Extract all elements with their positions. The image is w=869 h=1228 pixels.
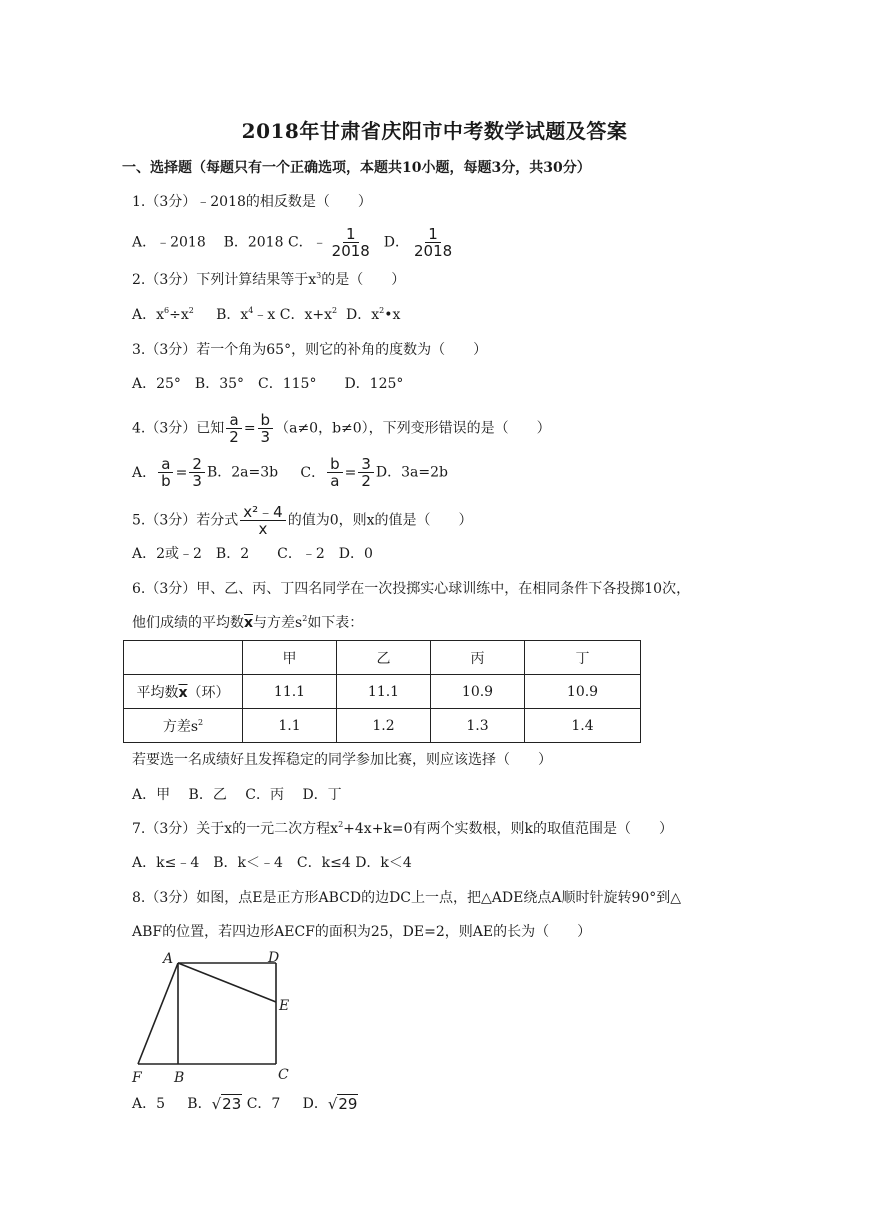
q2-option-d: D．$x^2•x$ [345,306,401,323]
label-d: D [268,950,280,966]
q1-fraction-d: $\frac{1}{2018}$ [413,225,453,260]
q8-option-a: A．5 [132,1096,166,1112]
table-header-row [124,641,641,675]
question-6-followup: 若要选一名成绩好且发挥稳定的同学参加比赛，则应该选择（ ） [132,752,552,768]
q4-option-b: B．2a=3b [206,464,279,481]
question-3-options: A．25° B．35° C．115° D．125° [132,376,404,392]
label-a: A [163,951,174,967]
table-cell: 1.3 [431,709,525,743]
table-header-cell: 甲 [243,641,337,675]
question-2-options [132,305,400,325]
score-table [123,640,641,743]
table-cell: 11.1 [337,675,431,709]
q4-option-c: C． $\frac{b}{a}$ = $\frac{3}{2}$ [300,465,376,481]
table-cell: 1.4 [525,709,641,743]
question-4-stem: 4.（3分）已知 $\frac{a}{2}$ = $\frac{b}{3}$ （a≠0，b≠0），下列变形错误的是（ ） [132,411,551,446]
question-8-line1: 8.（3分）如图，点E是正方形ABCD的边DC上一点，把△ADE绕点A顺时针旋转90°到△ [132,890,682,906]
question-3-stem: 3.（3分）若一个角为65°，则它的补角的度数为（ ） [132,342,488,358]
q8-sqrt-23: √23 [211,1095,242,1113]
table-cell: 10.9 [431,675,525,709]
segment-af [138,963,178,1064]
q8-option-d: D． [302,1096,328,1112]
table-cell: 10.9 [525,675,641,709]
table-cell: 1.1 [243,709,337,743]
segment-ae [178,963,276,1002]
q1-fraction-c: $\frac{1}{2018}$ [331,225,370,260]
question-4-options [132,456,448,489]
q4-option-d: D．3a=2b [375,464,448,481]
table-row [124,675,641,709]
q1-option-b: B．2018 [223,234,284,251]
question-1-stem: 1.（3分）﹣2018的相反数是（ ） [132,194,372,210]
question-8-options [132,1094,358,1114]
q1-option-d: D． [383,234,409,251]
question-7-options: A．k≤﹣4 B．k＜﹣4 C．k≤4 D．k＜4 [132,855,412,871]
q8-option-b: B． [187,1096,212,1112]
geometry-figure [128,948,298,1088]
q2-option-c: C．$x+x^2$ [279,306,338,323]
question-6-options: A．甲 B．乙 C．丙 D．丁 [132,787,342,803]
question-5-options: A．2或﹣2 B．2 C．﹣2 D．0 [132,546,373,562]
label-b: B [174,1070,185,1086]
q4-option-a: A． $\frac{a}{b}$ = $\frac{2}{3}$ [132,465,207,481]
question-6-line2: 他们成绩的平均数$\overline{x}$与方差$s^2$如下表： [132,614,364,631]
question-1-options [132,226,457,259]
label-c: C [278,1067,289,1083]
q2-option-a: A．$x^6\div x^2$ [132,306,194,323]
question-6-line1: 6.（3分）甲、乙、丙、丁四名同学在一次投掷实心球训练中，在相同条件下各投掷10次， [132,581,691,597]
table-header-cell: 丙 [431,641,525,675]
question-5-stem: 5.（3分）若分式 $\frac{\text{x²﹣4}}{x}$ 的值为0，则x的值是（ ） [132,503,473,538]
label-f: F [132,1070,142,1086]
q8-sqrt-29: √29 [327,1095,358,1113]
table-cell: 1.2 [337,709,431,743]
section-heading: 一、选择题（每题只有一个正确选项，本题共10小题，每题3分，共30分） [122,160,591,176]
q4-fraction-a2: $\frac{a}{2}$ [226,412,242,445]
q5-fraction: $\frac{\text{x²﹣4}}{x}$ [240,504,285,537]
question-7-stem: 7.（3分）关于x的一元二次方程$x^2+4x+k=0$有两个实数根，则k的取值范围是（ ） [132,820,674,837]
page-title: 2018年甘肃省庆阳市中考数学试题及答案 [241,119,628,143]
q2-option-b: B．$x^4﹣x$ [216,306,276,323]
q4-fraction-b3: $\frac{b}{3}$ [258,412,274,445]
q1-option-c: C．﹣ [287,234,327,251]
table-cell: 11.1 [243,675,337,709]
row-label-variance: 方差$s^2$ [124,709,243,743]
q1-option-a: A．﹣2018 [132,234,206,251]
question-8-line2: ABF的位置，若四边形AECF的面积为25，DE=2，则AE的长为（ ） [132,924,592,940]
q8-option-c: C．7 [246,1096,281,1112]
row-label-mean: 平均数$\overline{x}$（环） [124,675,243,709]
table-header-cell [124,641,243,675]
table-row [124,709,641,743]
table-header-cell: 乙 [337,641,431,675]
table-header-cell: 丁 [525,641,641,675]
question-2-stem: 2.（3分）下列计算结果等于$x^3$的是（ ） [132,271,406,288]
label-e: E [279,998,290,1014]
